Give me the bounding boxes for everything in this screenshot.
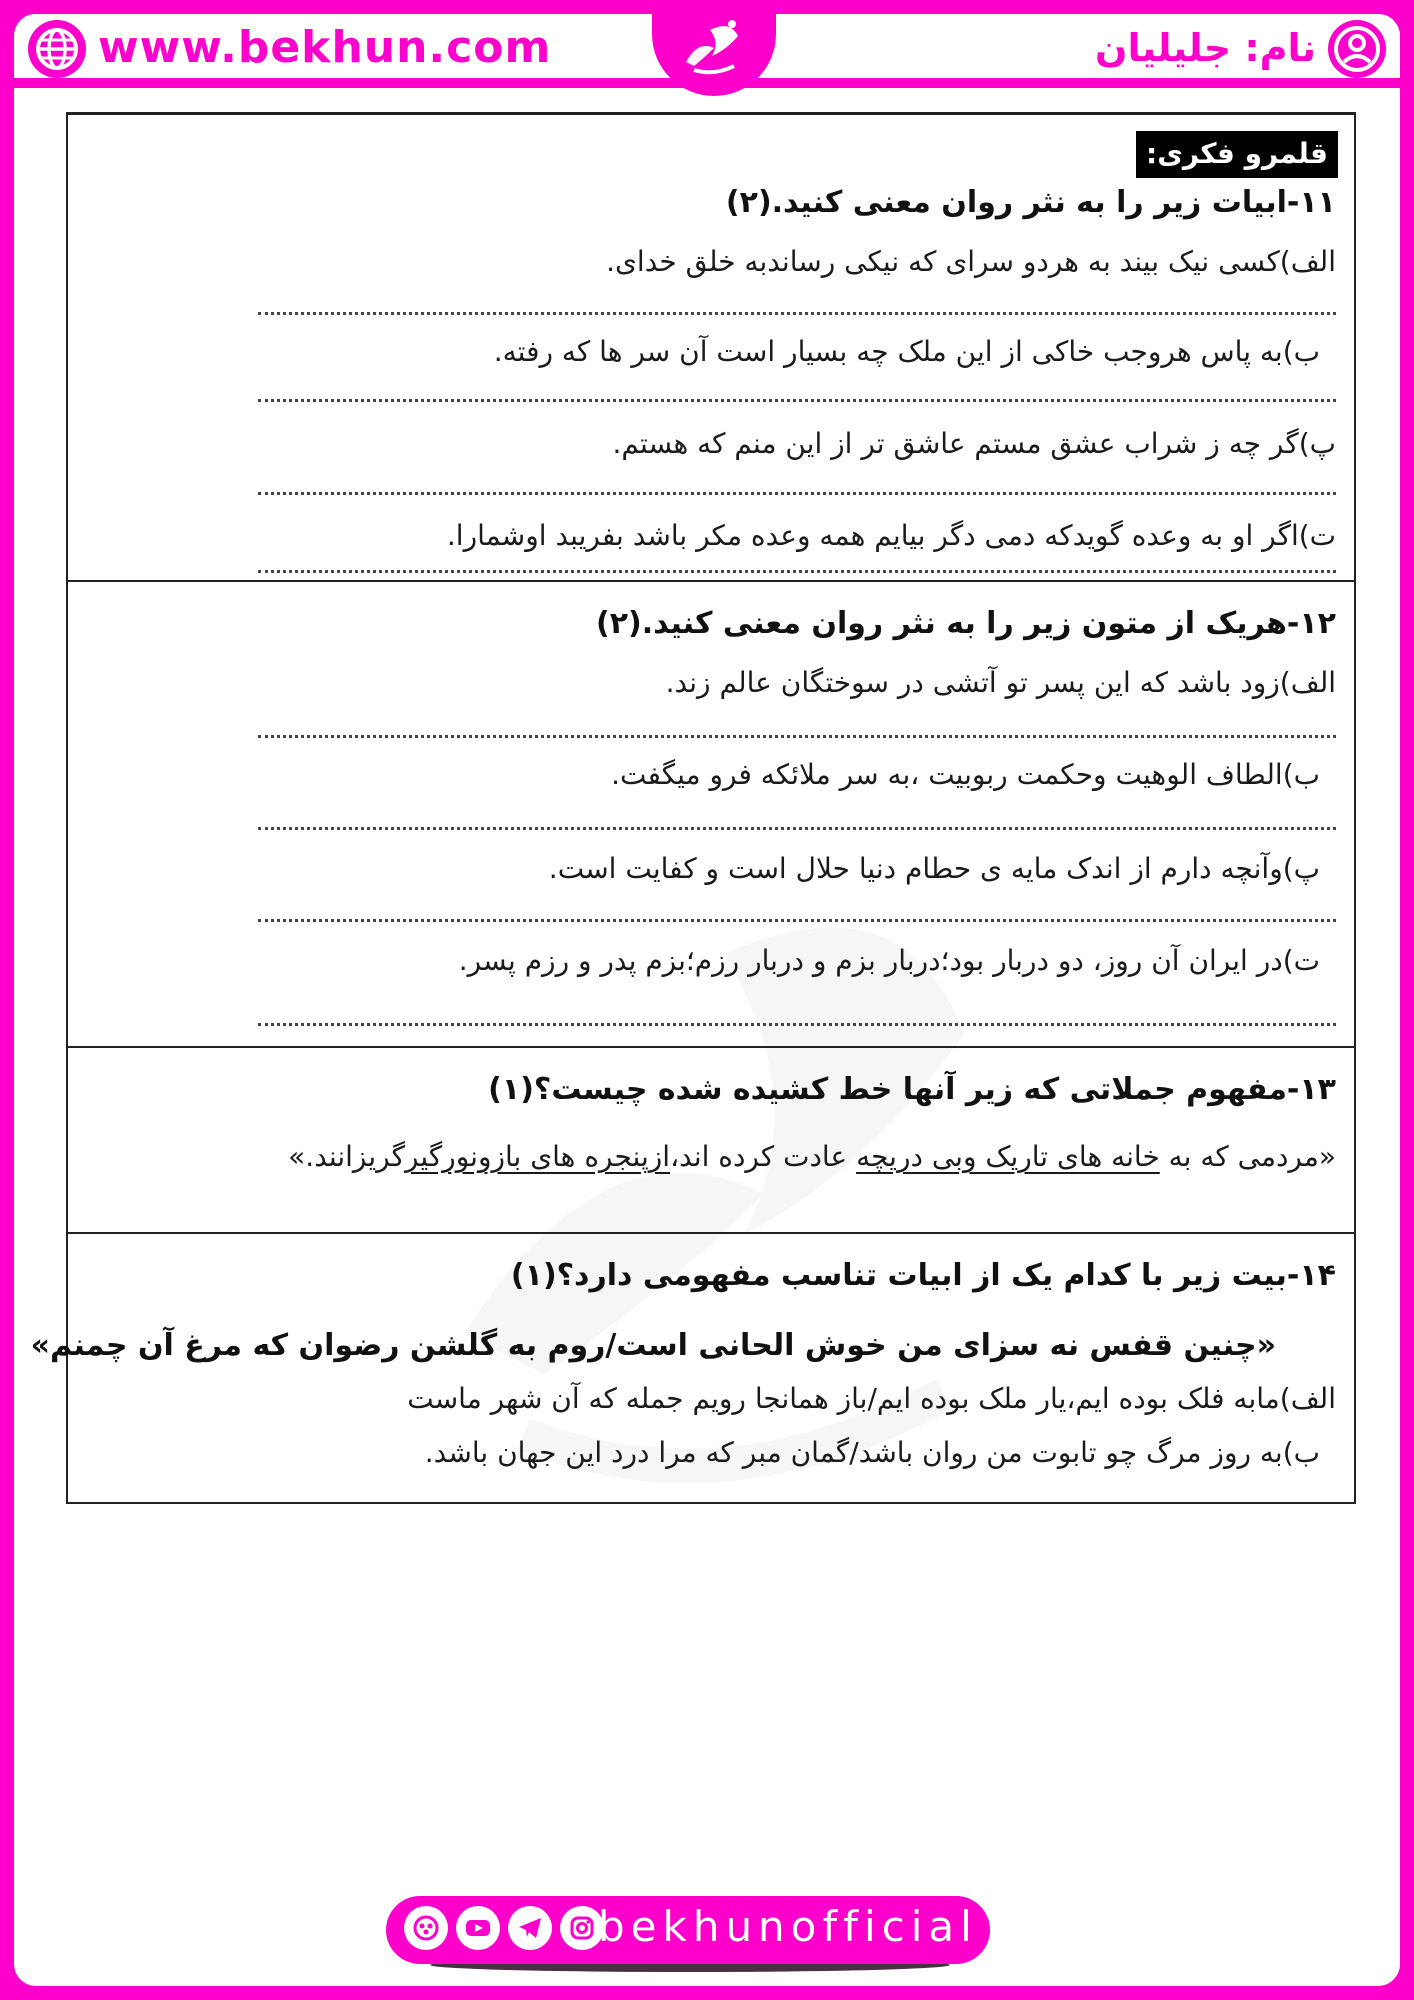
question-11-item-d: ت)اگر او به وعده گویدکه دمی دگر بیایم همه وعده مکر باشد بفریبد اوشمارا. (446, 519, 1336, 552)
social-handle[interactable]: bekhunofficial (598, 1902, 978, 1951)
globe-icon (28, 20, 86, 78)
question-13-title: ۱۳-مفهوم جملاتی که زیر آنها خط کشیده شده چیست؟(۱) (488, 1072, 1336, 1107)
answer-line[interactable] (258, 570, 1336, 573)
question-11-box (66, 112, 1356, 582)
question-11-title: ۱۱-ابیات زیر را به نثر روان معنی کنید.(۲) (725, 185, 1336, 220)
question-12-title: ۱۲-هریک از متون زیر را به نثر روان معنی کنید.(۲) (595, 606, 1336, 641)
question-14-box (30, 1234, 1356, 1504)
question-13-sentence (288, 1140, 1336, 1173)
answer-line[interactable] (258, 919, 1336, 922)
youtube-icon[interactable] (456, 1906, 500, 1950)
answer-line[interactable] (258, 312, 1336, 315)
question-12-box (66, 582, 1356, 1048)
chat-icon[interactable] (404, 1906, 448, 1950)
answer-line[interactable] (258, 399, 1336, 402)
underlined-phrase-2: ازپنجره های بازونورگیر (404, 1140, 671, 1173)
question-12-item-b: ب)الطاف الوهیت وحکمت ربوبیت ،به سر ملائکه فرو میگفت. (611, 758, 1320, 791)
answer-line[interactable] (258, 492, 1336, 495)
question-12-item-d: ت)در ایران آن روز، دو دربار بود؛دربار بزم و دربار رزم؛بزم پدر و رزم پسر. (458, 944, 1320, 977)
user-icon (1328, 20, 1386, 78)
page-header (14, 14, 1400, 88)
answer-line[interactable] (258, 735, 1336, 738)
brand-logo (652, 14, 776, 96)
sentence-part: «مردمی که به (1159, 1140, 1336, 1173)
section-tag: قلمرو فکری: (1136, 131, 1338, 178)
question-13-box (66, 1048, 1356, 1234)
question-14-quote: «چنین قفس نه سزای من خوش الحانی است/روم به گلشن رضوان که مرغ آن چمنم» (30, 1328, 1276, 1363)
social-footer (386, 1896, 990, 1964)
question-14-option-b: ب)به روز مرگ چو تابوت من روان باشد/گمان مبر که مرا درد این جهان باشد. (424, 1436, 1320, 1469)
question-14-option-a: الف)مابه فلک بوده ایم،یار ملک بوده ایم/باز همانجا رویم جمله که آن شهر ماست (407, 1382, 1336, 1415)
student-name-label: نام: جلیلیان (1095, 26, 1316, 70)
sentence-part: عادت کرده اند، (670, 1140, 857, 1173)
answer-line[interactable] (258, 1023, 1336, 1026)
question-14-title: ۱۴-بیت زیر با کدام یک از ابیات تناسب مفهومی دارد؟(۱) (510, 1258, 1336, 1293)
sentence-part: گریزانند.» (288, 1140, 405, 1173)
exam-sheet (14, 14, 1400, 1986)
social-icons (404, 1906, 604, 1950)
telegram-icon[interactable] (508, 1906, 552, 1950)
underlined-phrase-1: خانه های تاریک وبی دریچه (856, 1140, 1160, 1173)
question-11-item-a: الف)کسی نیک بیند به هردو سرای که نیکی رساندبه خلق خدای. (606, 245, 1336, 278)
question-11-item-c: پ)گر چه ز شراب عشق مستم عاشق تر از این منم که هستم. (612, 427, 1336, 460)
question-11-item-b: ب)به پاس هروجب خاکی از این ملک چه بسیار است آن سر ها که رفته. (493, 335, 1320, 368)
site-url-link[interactable]: www.bekhun.com (98, 22, 552, 73)
question-12-item-c: پ)وآنچه دارم از اندک مایه ی حطام دنیا حلال است و کفایت است. (548, 852, 1320, 885)
answer-line[interactable] (258, 827, 1336, 830)
question-12-item-a: الف)زود باشد که این پسر تو آتشی در سوختگان عالم زند. (665, 666, 1336, 699)
